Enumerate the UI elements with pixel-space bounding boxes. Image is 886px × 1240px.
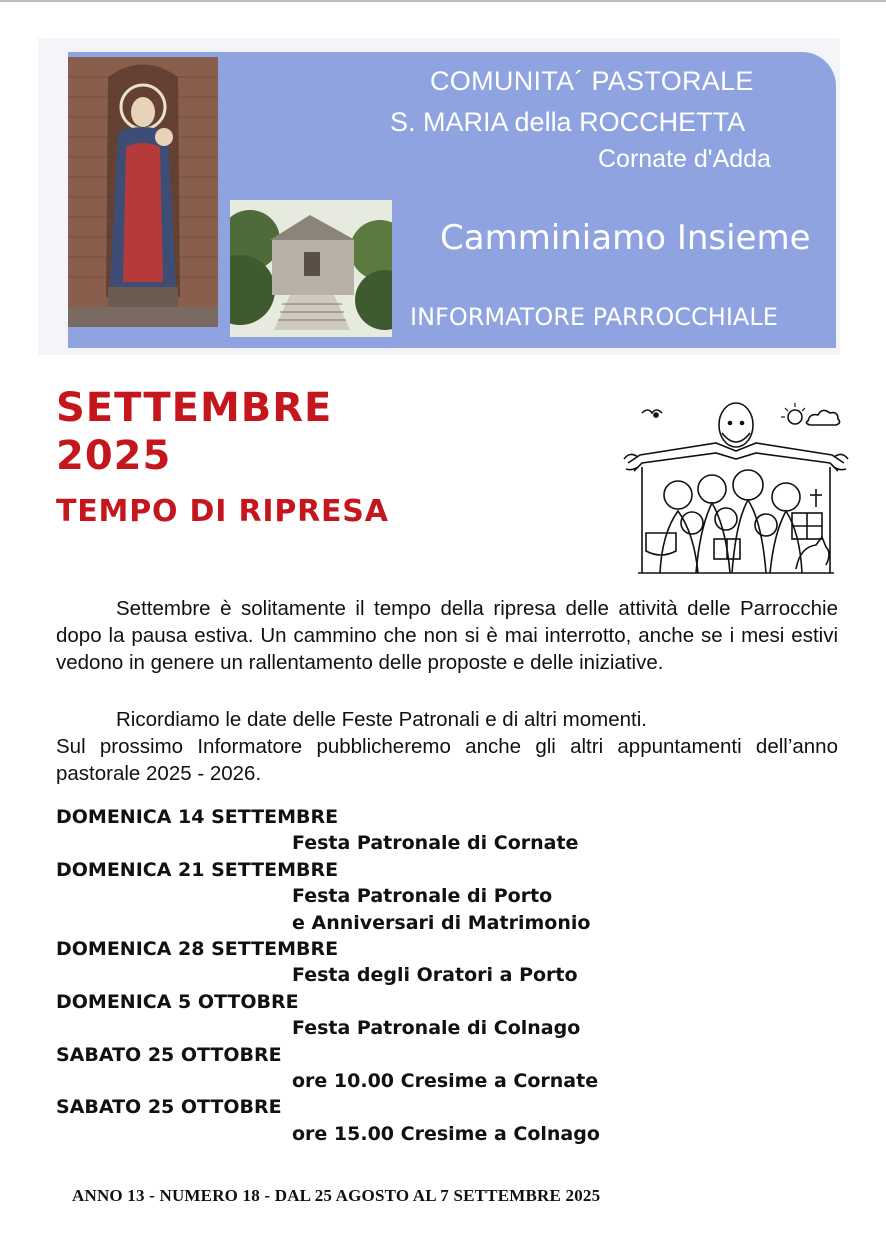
header-publication-type: INFORMATORE PARROCCHIALE bbox=[410, 303, 778, 331]
event-description: ore 15.00 Cresime a Colnago bbox=[292, 1122, 600, 1145]
jesus-embracing-family-illustration bbox=[620, 393, 852, 585]
paragraph-reminder: Ricordiamo le date delle Feste Patronali e di altri momenti. bbox=[116, 708, 647, 731]
event-date: SABATO 25 OTTOBRE bbox=[56, 1096, 282, 1119]
event-date: SABATO 25 OTTOBRE bbox=[56, 1043, 282, 1066]
event-date: DOMENICA 21 SETTEMBRE bbox=[56, 858, 339, 881]
title-year: 2025 bbox=[56, 433, 172, 479]
event-date: DOMENICA 14 SETTEMBRE bbox=[56, 806, 339, 828]
event-description: Festa Patronale di Colnago bbox=[292, 1017, 581, 1040]
paragraph-intro: Settembre è solitamente il tempo della ripresa delle attività delle Parrocchie dopo la pausa estiva. Un cammino che non si è mai interrotto, anche se i mesi estivi vedono in genere un rallentamento delle proposte e delle iniziative. bbox=[56, 597, 838, 674]
event-date: DOMENICA 28 SETTEMBRE bbox=[56, 937, 339, 960]
event-description: Festa degli Oratori a Porto bbox=[292, 964, 578, 987]
header-town: Cornate d'Adda bbox=[598, 145, 771, 173]
event-description: ore 10.00 Cresime a Cornate bbox=[292, 1069, 599, 1092]
title-month: SETTEMBRE bbox=[56, 385, 333, 431]
title-subtitle: TEMPO DI RIPRESA bbox=[56, 494, 389, 529]
header-parish-name: S. MARIA della ROCCHETTA bbox=[390, 107, 746, 137]
event-description: Festa Patronale di Porto bbox=[292, 885, 553, 908]
event-date: DOMENICA 5 OTTOBRE bbox=[56, 990, 299, 1013]
event-schedule bbox=[56, 804, 856, 1147]
header-publication-name: Camminiamo Insieme bbox=[440, 218, 811, 258]
event-description: Festa Patronale di Cornate bbox=[292, 832, 579, 855]
header-community: COMUNITA´ PASTORALE bbox=[430, 66, 754, 96]
top-rule bbox=[0, 0, 886, 2]
madonna-statue-photo bbox=[68, 57, 218, 327]
paragraph-next-issue: Sul prossimo Informatore pubblicheremo anche gli altri appuntamenti dell’anno pastorale 2025 - 2026. bbox=[56, 735, 838, 785]
church-photo bbox=[230, 200, 392, 337]
event-description: e Anniversari di Matrimonio bbox=[292, 911, 591, 934]
issue-footer: ANNO 13 - NUMERO 18 - DAL 25 AGOSTO AL 7 SETTEMBRE 2025 bbox=[72, 1186, 601, 1205]
